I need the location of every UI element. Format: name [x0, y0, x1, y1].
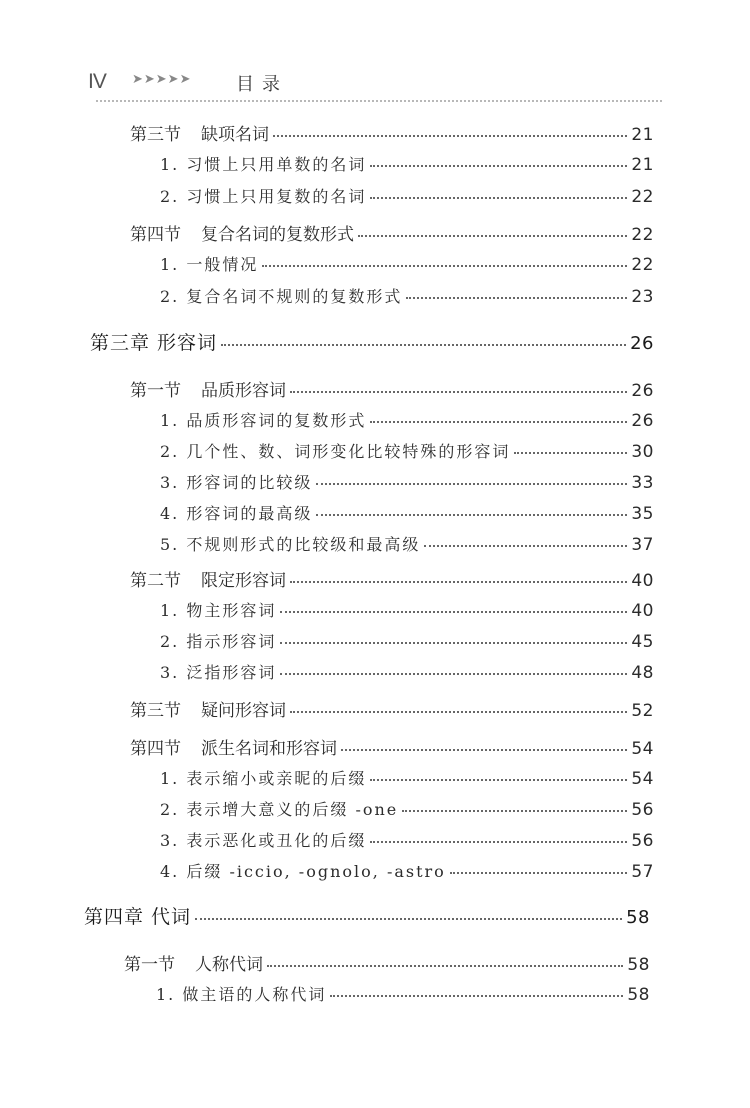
toc-item[interactable]: [160, 766, 654, 789]
page-ref: 54: [631, 769, 654, 789]
section-number: 第三节: [130, 125, 181, 145]
toc-section[interactable]: [130, 566, 654, 591]
section-number: 第四节: [130, 225, 181, 245]
page-ref: 21: [631, 155, 654, 175]
item-title: 2. 复合名词不规则的复数形式: [160, 287, 403, 306]
section-title: 限定形容词: [201, 571, 286, 591]
page-ref: 56: [631, 800, 654, 820]
header-divider: [96, 100, 662, 102]
toc-section[interactable]: [130, 120, 654, 145]
dot-leader: [290, 581, 627, 583]
toc-item[interactable]: [160, 152, 654, 175]
toc-item[interactable]: [160, 828, 654, 851]
dot-leader: [370, 841, 627, 843]
item-title: 1. 做主语的人称代词: [156, 985, 327, 1004]
page-ref: 54: [631, 739, 654, 759]
page-ref: 40: [631, 571, 654, 591]
page-ref: 45: [631, 632, 654, 652]
page-ref: 22: [631, 255, 654, 275]
toc-section[interactable]: [130, 734, 654, 759]
page-ref: 30: [631, 442, 654, 462]
section-title: 疑问形容词: [201, 701, 286, 721]
dot-leader: [267, 965, 623, 967]
page-ref: 57: [631, 862, 654, 882]
dot-leader: [280, 642, 627, 644]
page-ref: 23: [631, 287, 654, 307]
dot-leader: [406, 297, 627, 299]
dot-leader: [514, 452, 627, 454]
section-number: 第一节: [130, 381, 181, 401]
page-header: [88, 68, 660, 108]
dot-leader: [330, 995, 623, 997]
toc-item[interactable]: [160, 252, 654, 275]
page-ref: 58: [627, 985, 650, 1005]
dot-leader: [370, 779, 627, 781]
page-ref: 56: [631, 831, 654, 851]
page-ref: 58: [627, 955, 650, 975]
page-ref: 37: [631, 535, 654, 555]
dot-leader: [358, 235, 627, 237]
section-number: 第四节: [130, 739, 181, 759]
toc-section[interactable]: [124, 950, 650, 975]
item-title: 3. 形容词的比较级: [160, 473, 313, 492]
dot-leader: [290, 711, 627, 713]
item-title: 2. 习惯上只用复数的名词: [160, 187, 367, 206]
toc-item[interactable]: [160, 532, 654, 555]
toc-chapter[interactable]: [90, 328, 654, 355]
page-ref: 40: [631, 601, 654, 621]
page-ref: 26: [630, 333, 654, 354]
dot-leader: [290, 391, 627, 393]
section-title: 人称代词: [195, 955, 263, 975]
dot-leader: [280, 611, 627, 613]
item-title: 1. 表示缩小或亲昵的后缀: [160, 769, 367, 788]
toc-item[interactable]: [160, 439, 654, 462]
section-title: 品质形容词: [201, 381, 286, 401]
dot-leader: [316, 514, 627, 516]
toc-section[interactable]: [130, 696, 654, 721]
toc-item[interactable]: [156, 982, 650, 1005]
page-ref: 26: [631, 381, 654, 401]
toc-section[interactable]: [130, 220, 654, 245]
header-title: 目录: [236, 74, 288, 95]
section-title: 复合名词的复数形式: [201, 225, 354, 245]
toc-item[interactable]: [160, 598, 654, 621]
toc-item[interactable]: [160, 501, 654, 524]
page-ref: 22: [631, 225, 654, 245]
chapter-title: 第三章 形容词: [90, 332, 218, 354]
item-title: 1. 物主形容词: [160, 601, 277, 620]
item-title: 4. 形容词的最高级: [160, 504, 313, 523]
chapter-title: 第四章 代词: [84, 906, 192, 928]
dot-leader: [370, 197, 627, 199]
page-ref: 52: [631, 701, 654, 721]
section-number: 第二节: [130, 571, 181, 591]
section-title: 缺项名词: [201, 125, 269, 145]
section-title: 派生名词和形容词: [201, 739, 337, 759]
item-title: 1. 习惯上只用单数的名词: [160, 155, 367, 174]
dot-leader: [370, 421, 627, 423]
dot-leader: [316, 483, 627, 485]
item-title: 3. 泛指形容词: [160, 663, 277, 682]
dot-leader: [273, 135, 627, 137]
item-title: 2. 指示形容词: [160, 632, 277, 651]
item-title: 5. 不规则形式的比较级和最高级: [160, 535, 421, 554]
toc-item[interactable]: [160, 859, 654, 882]
page-ref: 21: [631, 125, 654, 145]
item-title: 2. 表示增大意义的后缀 -one: [160, 800, 399, 819]
page-ref: 58: [626, 907, 650, 928]
item-title: 1. 一般情况: [160, 255, 259, 274]
page-number: IV: [88, 70, 106, 93]
page-ref: 48: [631, 663, 654, 683]
dot-leader: [424, 545, 627, 547]
dot-leader: [402, 810, 627, 812]
dot-leader: [195, 918, 622, 920]
page-ref: 22: [631, 187, 654, 207]
dot-leader: [262, 265, 627, 267]
item-title: 2. 几个性、数、词形变化比较特殊的形容词: [160, 442, 511, 461]
toc-item[interactable]: [160, 470, 654, 493]
arrow-ornament-icon: ➤➤➤➤➤: [132, 72, 192, 87]
dot-leader: [341, 749, 627, 751]
toc-item[interactable]: [160, 797, 654, 820]
toc-item[interactable]: [160, 660, 654, 683]
item-title: 4. 后缀 -iccio, -ognolo, -astro: [160, 862, 446, 881]
toc-item[interactable]: [160, 408, 654, 431]
section-number: 第三节: [130, 701, 181, 721]
toc-item[interactable]: [160, 284, 654, 307]
page-ref: 35: [631, 504, 654, 524]
page-ref: 33: [631, 473, 654, 493]
toc-item[interactable]: [160, 629, 654, 652]
dot-leader: [280, 673, 627, 675]
dot-leader: [370, 165, 627, 167]
item-title: 1. 品质形容词的复数形式: [160, 411, 367, 430]
dot-leader: [450, 872, 628, 874]
page-ref: 26: [631, 411, 654, 431]
toc-item[interactable]: [160, 184, 654, 207]
dot-leader: [221, 344, 626, 346]
toc-section[interactable]: [130, 376, 654, 401]
item-title: 3. 表示恶化或丑化的后缀: [160, 831, 367, 850]
section-number: 第一节: [124, 955, 175, 975]
toc-chapter[interactable]: [84, 902, 650, 929]
